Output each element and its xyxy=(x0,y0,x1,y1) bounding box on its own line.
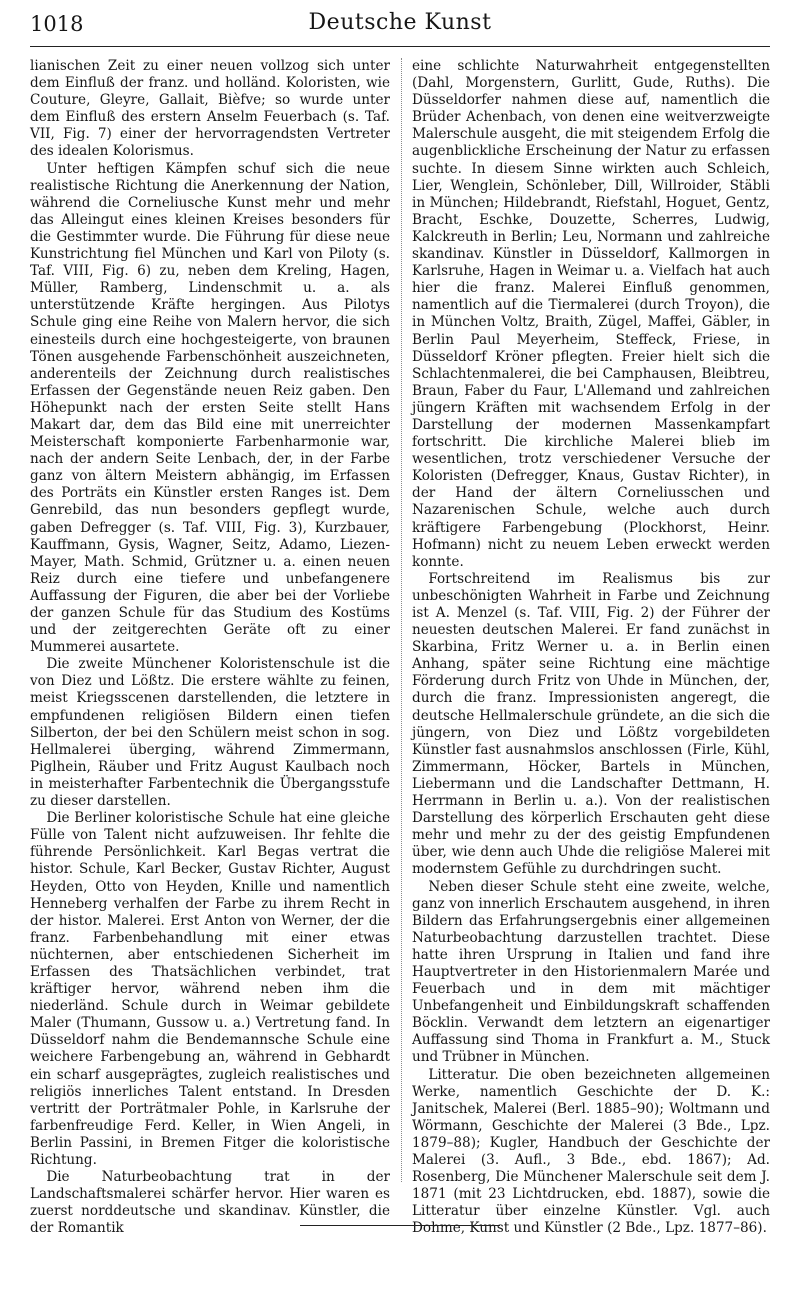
header-rule xyxy=(30,46,770,47)
paragraph: Neben dieser Schule steht eine zweite, welche, ganz von innerlich Erschautem ausgehend, in ihren Bildern das Erfahrungsergebnis einer allgemeinen Naturbeobachtung darzustellen trachtet. Diese hatte ihren Ursprung in Italien und fand ihre Hauptvertreter in den Historienmalern Marée und Feuerbach und in dem mit mächtiger Unbefangenheit und Einbildungskraft schaffenden Böcklin. Verwandt dem letztern an eigenartiger Auffassung sind Thoma in Frankfurt a. M., Stuck und Trübner in München. xyxy=(412,878,770,1066)
literature-paragraph: Litteratur. Die oben bezeichneten allgemeinen Werke, namentlich Geschichte der D. K.: Janitschek, Malerei (Berl. 1885–90); Woltmann und Wörmann, Geschichte der Malerei (3 Bde., Lpz. 1879–88); Kugler, Handbuch der Geschichte der Malerei (3. Aufl., 3 Bde., ebd. 1867); Ad. Rosenberg, Die Münchener Malerschule seit dem J. 1871 (mit 23 Lichtdrucken, ebd. 1887), sowie die Litteratur über einzelne Künstler. Vgl. auch Dohme, Kunst und Künstler (2 Bde., Lpz. 1877–86). xyxy=(412,1066,770,1237)
paragraph: Die Naturbeobachtung trat in der Landschaftsmalerei schärfer hervor. Hier waren es zuerst norddeutsche und skandinav. Künstler, die der Romantik xyxy=(30,1169,390,1237)
column-divider xyxy=(401,58,402,1182)
running-title: Deutsche Kunst xyxy=(308,10,492,35)
paragraph: Fortschreitend im Realismus bis zur unbeschönigten Wahrheit in Farbe und Zeichnung ist A. Menzel (s. Taf. VIII, Fig. 2) der Führer der neuesten deutschen Malerei. Er fand zunächst in Skarbina, Fritz Werner u. a. in Berlin einen Anhang, später seine Richtung eine mächtige Förderung durch Fritz von Uhde in München, der, durch die franz. Impressionisten angeregt, die deutsche Hellmalerschule gründete, an die sich die jüngern, von Diez und Lößtz vorgebildeten Künstler fast ausnahmslos anschlossen (Firle, Kühl, Zimmermann, Höcker, Bartels in München, Liebermann und die Landschafter Dettmann, H. Herrmann in Berlin u. a.). Von der realistischen Darstellung des körperlich Erschauten geht diese mehr und mehr zu der des geistig Empfundenen über, wie denn auch Uhde die religiöse Malerei mit modernstem Gefühle zu durchdringen sucht. xyxy=(412,570,770,878)
paragraph: eine schlichte Naturwahrheit entgegenstellten (Dahl, Morgenstern, Gurlitt, Gude, Ruths). Die Düsseldorfer nahmen diese auf, namentlich die Brüder Achenbach, von denen eine weitverzweigte Malerschule ausgeht, die mit steigendem Erfolg die augenblickliche Erscheinung der Natur zu erfassen suchte. In diesem Sinne wirkten auch Schleich, Lier, Wenglein, Schönleber, Dill, Willroider, Stäbli in München; Hildebrandt, Riefstahl, Hoguet, Gentz, Bracht, Eschke, Douzette, Scherres, Ludwig, Kalckreuth in Berlin; Leu, Normann und zahlreiche skandinav. Künstler in Düsseldorf, Kallmorgen in Karlsruhe, Hagen in Weimar u. a. Vielfach hat auch hier die franz. Malerei Einfluß genommen, namentlich auf die Tiermalerei (durch Troyon), die in München Voltz, Braith, Zügel, Maffei, Gäbler, in Berlin Paul Meyerheim, Steffeck, Friese, in Düsseldorf Kröner pflegten. Freier hielt sich die Schlachtenmalerei, die bei Camphausen, Bleibtreu, Braun, Faber du Faur, L'Allemand und zahlreichen jüngern Kräften mit wachsendem Erfolg in der Darstellung der modernen Massenkampfart fortschritt. Die kirchliche Malerei blieb im wesentlichen, trotz verschiedener Versuche der Koloristen (Defregger, Knaus, Gustav Richter), in der Hand der ältern Corneliusschen und Nazarenischen Schule, welche auch durch kräftigere Farbengebung (Plockhorst, Heinr. Hofmann) nicht zu neuem Leben erweckt werden konnte. xyxy=(412,58,770,570)
paragraph: Die zweite Münchener Koloristenschule ist die von Diez und Lößtz. Die erstere wählte zu feinen, meist Kriegsscenen darstellenden, die letztere in empfundenen religiösen Bildern einen tiefen Silberton, der bei den Schülern meist schon in sog. Hellmalerei überging, während Zimmermann, Piglhein, Räuber und Fritz August Kaulbach noch in meisterhafter Farbentechnik die Übergangsstufe zu dieser darstellen. xyxy=(30,656,390,810)
page-header xyxy=(30,8,770,42)
right-column xyxy=(412,58,770,1237)
paragraph: lianischen Zeit zu einer neuen vollzog sich unter dem Einfluß der franz. und holländ. Koloristen, wie Couture, Gleyre, Gallait, Bièfve; so wurde unter dem Einfluß des erstern Anselm Feuerbach (s. Taf. VII, Fig. 7) einer der hervorragendsten Vertreter des idealen Kolorismus. xyxy=(30,58,390,160)
end-rule xyxy=(300,1225,500,1226)
paragraph: Die Berliner koloristische Schule hat eine gleiche Fülle von Talent nicht aufzuweisen. Ihr fehlte die führende Persönlichkeit. Karl Begas vertrat die histor. Schule, Karl Becker, Gustav Richter, August Heyden, Otto von Heyden, Knille und namentlich Henneberg verhalfen der Farbe zu ihrem Recht in der histor. Malerei. Erst Anton von Werner, der die franz. Farbenbehandlung mit einer etwas nüchternen, aber entschiedenen Sicherheit im Erfassen des Thatsächlichen verbindet, trat kräftiger hervor, während neben ihm die niederländ. Schule durch in Weimar gebildete Maler (Thumann, Gussow u. a.) Vertretung fand. In Düsseldorf nahm die Bendemannsche Schule eine weichere Farbengebung an, während in Gebhardt ein scharf ausgeprägtes, zugleich realistisches und religiös innerliches Talent entstand. In Dresden vertritt der Porträtmaler Pohle, in Karlsruhe der farbenfreudige Ferd. Keller, in Wien Angeli, in Berlin Passini, in Bremen Fitger die koloristische Richtung. xyxy=(30,810,390,1168)
paragraph: Unter heftigen Kämpfen schuf sich die neue realistische Richtung die Anerkennung der Nation, während die Corneliusche Kunst mehr und mehr das Alleingut eines kleinen Kreises besonders für die Gestimmter wurde. Die Führung für diese neue Kunstrichtung fiel München und Karl von Piloty (s. Taf. VIII, Fig. 6) zu, neben dem Kreling, Hagen, Müller, Ramberg, Lindenschmit u. a. als unterstützende Kräfte hergingen. Aus Pilotys Schule ging eine Reihe von Malern hervor, die sich einesteils durch eine hochgesteigerte, von braunen Tönen ausgehende Farbenschönheit auszeichneten, anderenteils der Zeichnung durch realistisches Erfassen der Gegenstände neuen Reiz gaben. Den Höhepunkt nach der ersten Seite stellt Hans Makart dar, dem das Bild eine mit unerreichter Meisterschaft komponierte Farbenharmonie war, nach der andern Seite Lenbach, der, in der Farbe ganz von ältern Meistern abhängig, im Erfassen des Porträts ein Künstler ersten Ranges ist. Dem Genrebild, das nun besonders gepflegt wurde, gaben Defregger (s. Taf. VIII, Fig. 3), Kurzbauer, Kauffmann, Gysis, Wagner, Seitz, Adamo, Liezen-Mayer, Math. Schmid, Grützner u. a. einen neuen Reiz durch eine tiefere und unbefangenere Auffassung der Figuren, die aber bei der Vorliebe der ganzen Schule für das Studium des Kostüms und der zeitgerechten Geräte oft zu einer Mummerei ausartete. xyxy=(30,160,390,656)
page-number: 1018 xyxy=(30,12,84,36)
left-column xyxy=(30,58,390,1237)
